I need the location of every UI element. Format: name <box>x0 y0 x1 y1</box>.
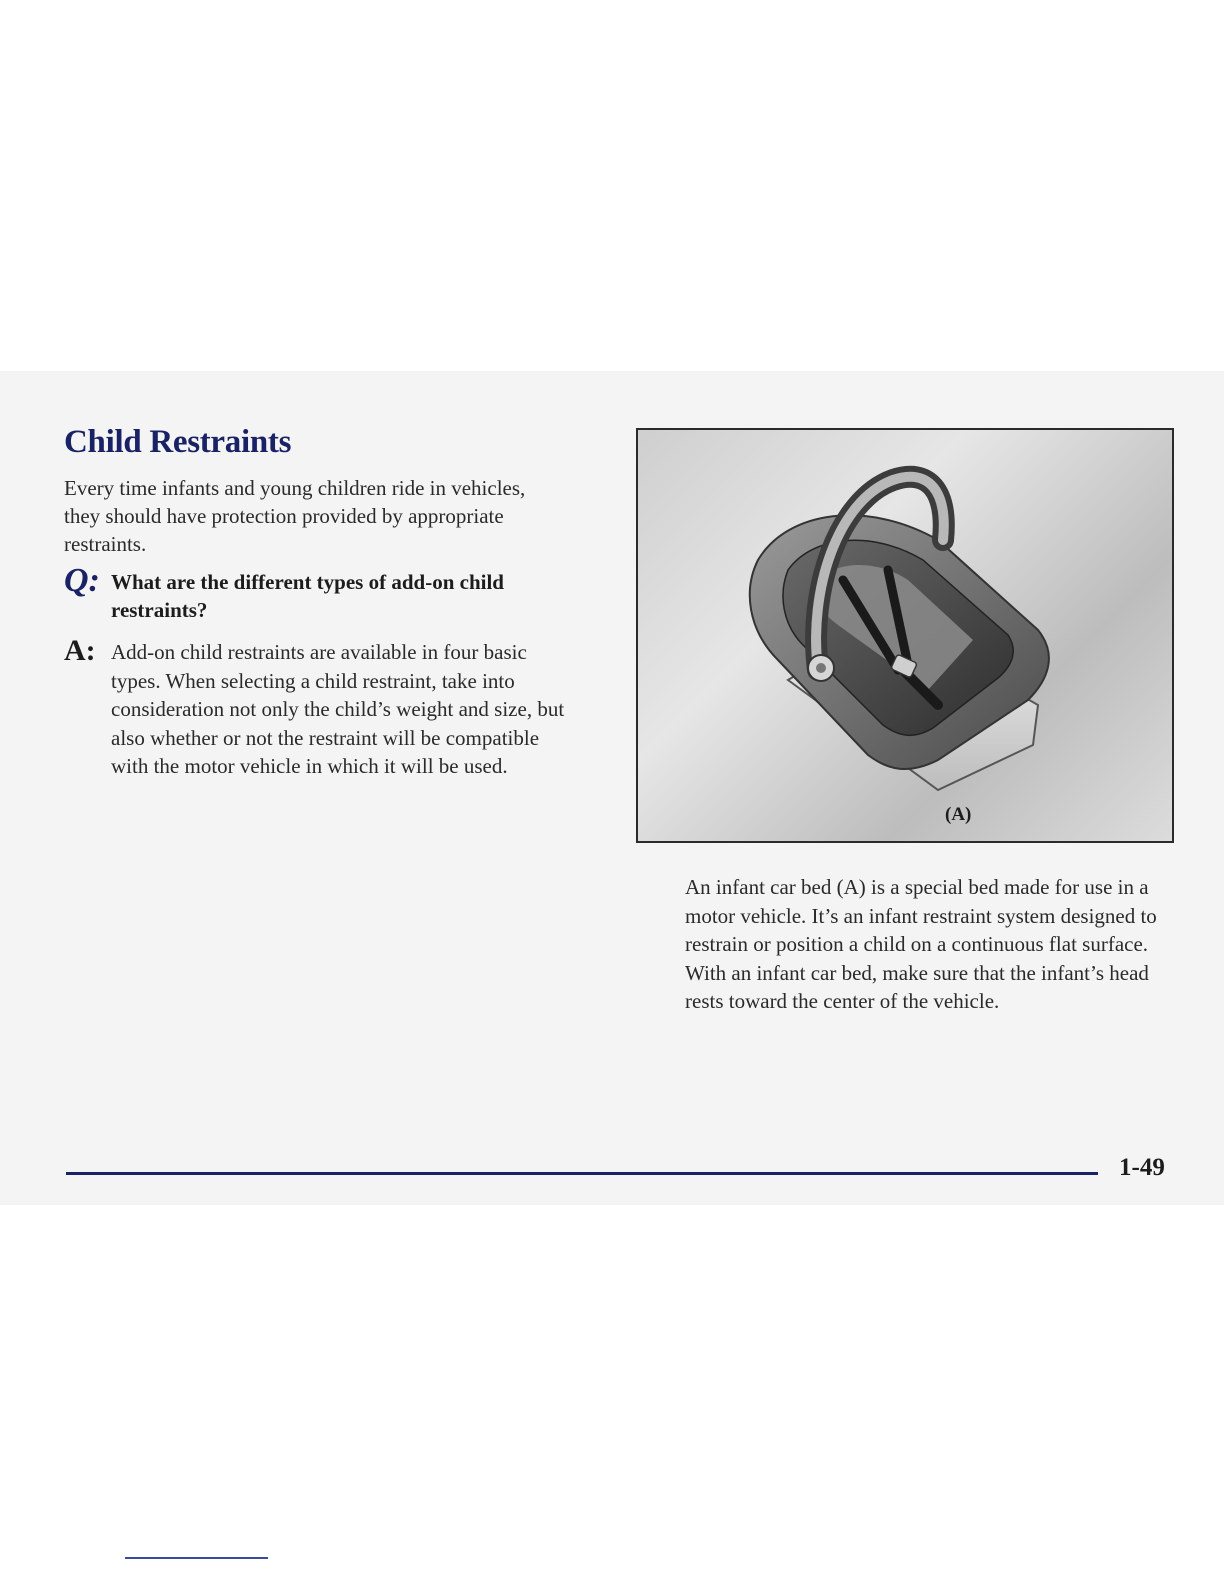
infant-car-bed-illustration <box>638 430 1172 841</box>
section-title: Child Restraints <box>64 424 292 460</box>
page-number: 1-49 <box>1119 1154 1165 1181</box>
intro-paragraph: Every time infants and young children ride in vehicles, they should have protection provided by appropriate restraints. <box>64 476 526 556</box>
figure-caption: An infant car bed (A) is a special bed made for use in a motor vehicle. It’s an infant restraint system designed to restrain or position a child on a continuous flat surface. With an infant car bed, make sure that the infant’s head rests toward the center of the vehicle. <box>685 875 1157 1013</box>
footer-rule <box>66 1172 1098 1175</box>
infant-car-bed-figure <box>636 428 1174 843</box>
question-text: What are the different types of add-on child restraints? <box>111 570 504 622</box>
bottom-link-rule <box>125 1557 268 1559</box>
figure-label: (A) <box>945 804 972 825</box>
answer-marker: A: <box>64 634 96 667</box>
answer-text: Add-on child restraints are available in four basic types. When selecting a child restraint, take into consideration not only the child’s weight and size, but also whether or not the restraint will be compatible with the motor vehicle in which it will be used. <box>111 640 565 778</box>
question-marker: Q: <box>64 562 100 599</box>
